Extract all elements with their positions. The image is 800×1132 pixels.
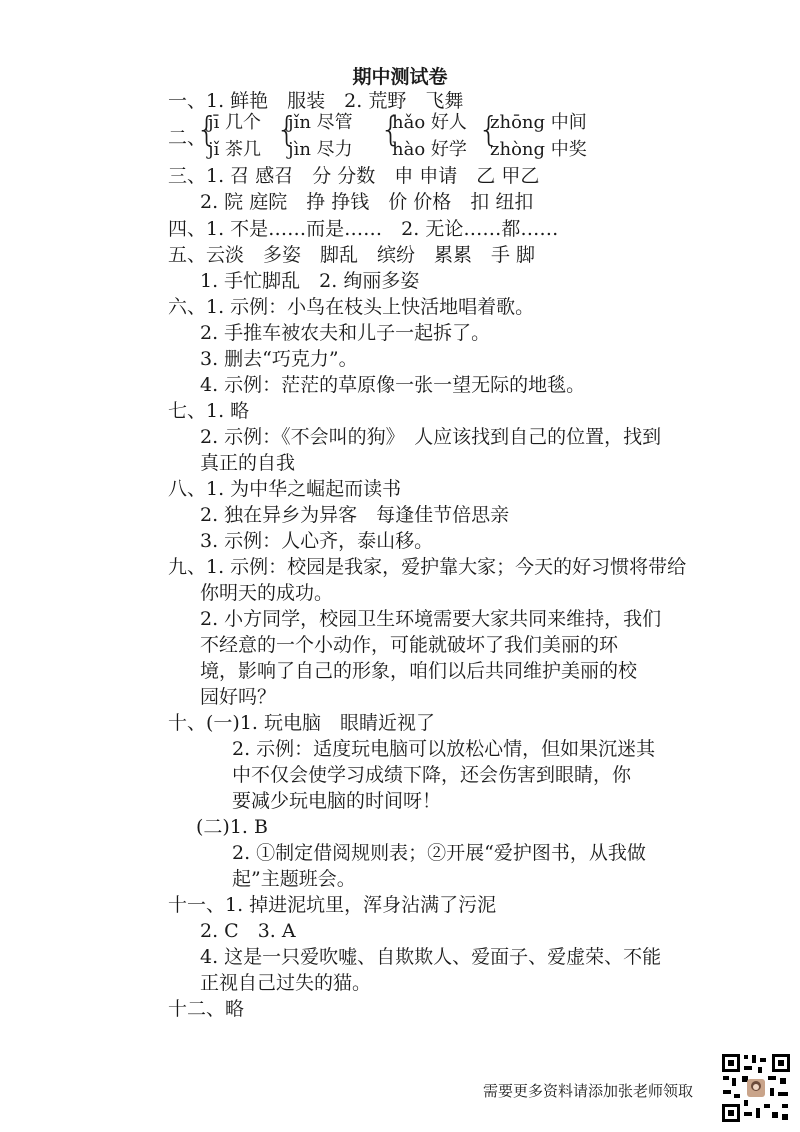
answer-s11-4: 4. 这是一只爱吹嘘、自欺欺人、爱面子、爱虚荣、不能 bbox=[200, 946, 662, 968]
pinyin-pair-1-b: jǐ 茶几 bbox=[208, 139, 262, 160]
answer-s6-4: 4. 示例：茫茫的草原像一张一望无际的地毯。 bbox=[200, 374, 586, 396]
answer-s10-b1: (二)1. B bbox=[196, 816, 268, 838]
answer-s9-2: 2. 小方同学，校园卫生环境需要大家共同来维持，我们 bbox=[200, 608, 662, 630]
brace-1: { bbox=[196, 110, 218, 150]
answer-s7-1: 七、1. 略 bbox=[168, 400, 250, 422]
pinyin-pair-4-b: zhòng 中奖 bbox=[490, 139, 587, 160]
brace-4: { bbox=[478, 110, 500, 150]
answer-s9-2-cont1: 不经意的一个小动作，可能就破坏了我们美丽的环 bbox=[200, 634, 619, 656]
answer-s11-2: 2. C 3. A bbox=[200, 920, 296, 942]
answer-s6-1: 六、1. 示例：小鸟在枝头上快活地唱着歌。 bbox=[168, 296, 535, 318]
brace-2: { bbox=[276, 110, 298, 150]
answer-s9-2-cont3: 园好吗？ bbox=[200, 686, 277, 708]
pinyin-pair-2-b: jìn 尽力 bbox=[288, 139, 353, 160]
brace-3: { bbox=[380, 110, 402, 150]
answer-s8-1: 八、1. 为中华之崛起而读书 bbox=[168, 478, 402, 500]
answer-s8-2: 2. 独在异乡为异客 每逢佳节倍思亲 bbox=[200, 504, 510, 526]
answer-s3-line2: 2. 院 庭院 挣 挣钱 价 价格 扣 纽扣 bbox=[200, 191, 534, 213]
answer-s6-2: 2. 手推车被农夫和儿子一起拆了。 bbox=[200, 322, 491, 344]
answer-s4: 四、1. 不是……而是…… 2. 无论……都…… bbox=[168, 218, 559, 240]
answer-s1: 一、1. 鲜艳 服装 2. 荒野 飞舞 bbox=[168, 90, 464, 112]
answer-s11-4-cont: 正视自己过失的猫。 bbox=[200, 972, 372, 994]
answer-s5-line1: 五、云淡 多姿 脚乱 缤纷 累累 手 脚 bbox=[168, 244, 536, 266]
answer-s9-1: 九、1. 示例：校园是我家，爱护靠大家；今天的好习惯将带给 bbox=[168, 556, 687, 578]
answer-s10-b2: 2. ①制定借阅规则表；②开展“爱护图书，从我做 bbox=[232, 842, 646, 864]
answer-s9-2-cont2: 境，影响了自己的形象，咱们以后共同维护美丽的校 bbox=[200, 660, 638, 682]
answer-s7-2-cont: 真正的自我 bbox=[200, 452, 296, 474]
answer-s5-line2: 1. 手忙脚乱 2. 绚丽多姿 bbox=[200, 270, 420, 292]
answer-s10-a2: 2. 示例：适度玩电脑可以放松心情，但如果沉迷其 bbox=[232, 738, 656, 760]
answer-s3-line1: 三、1. 召 感召 分 分数 申 申请 乙 甲乙 bbox=[168, 165, 540, 187]
answer-s10-a1: 十、(一)1. 玩电脑 眼睛近视了 bbox=[168, 712, 435, 734]
answer-s9-1-cont: 你明天的成功。 bbox=[200, 582, 334, 604]
pinyin-pair-3-a: hǎo 好人 bbox=[392, 112, 467, 133]
footer-text: 需要更多资料请添加张老师领取 bbox=[483, 1082, 694, 1100]
answer-s10-a2-cont1: 中不仅会使学习成绩下降，还会伤害到眼睛，你 bbox=[232, 764, 632, 786]
answer-s8-3: 3. 示例：人心齐，泰山移。 bbox=[200, 530, 434, 552]
qr-code-icon[interactable] bbox=[720, 1052, 792, 1124]
page-title: 期中测试卷 bbox=[352, 66, 448, 88]
answer-s10-b2-cont: 起”主题班会。 bbox=[232, 868, 356, 890]
pinyin-pair-2-a: jǐn 尽管 bbox=[288, 112, 353, 133]
answer-s11-1: 十一、1. 掉进泥坑里，浑身沾满了污泥 bbox=[168, 894, 497, 916]
pinyin-pair-1-a: jī 几个 bbox=[208, 112, 262, 133]
pinyin-pair-4-a: zhōng 中间 bbox=[490, 112, 587, 133]
answer-s7-2: 2. 示例：《不会叫的狗》 人应该找到自己的位置，找到 bbox=[200, 426, 662, 448]
pinyin-pair-3-b: hào 好学 bbox=[392, 139, 467, 160]
answer-s12: 十二、略 bbox=[168, 998, 245, 1020]
answer-s6-3: 3. 删去“巧克力”。 bbox=[200, 348, 358, 370]
answer-s2-num: 二、 bbox=[168, 127, 207, 149]
answer-s10-a2-cont2: 要减少玩电脑的时间呀！ bbox=[232, 790, 442, 812]
